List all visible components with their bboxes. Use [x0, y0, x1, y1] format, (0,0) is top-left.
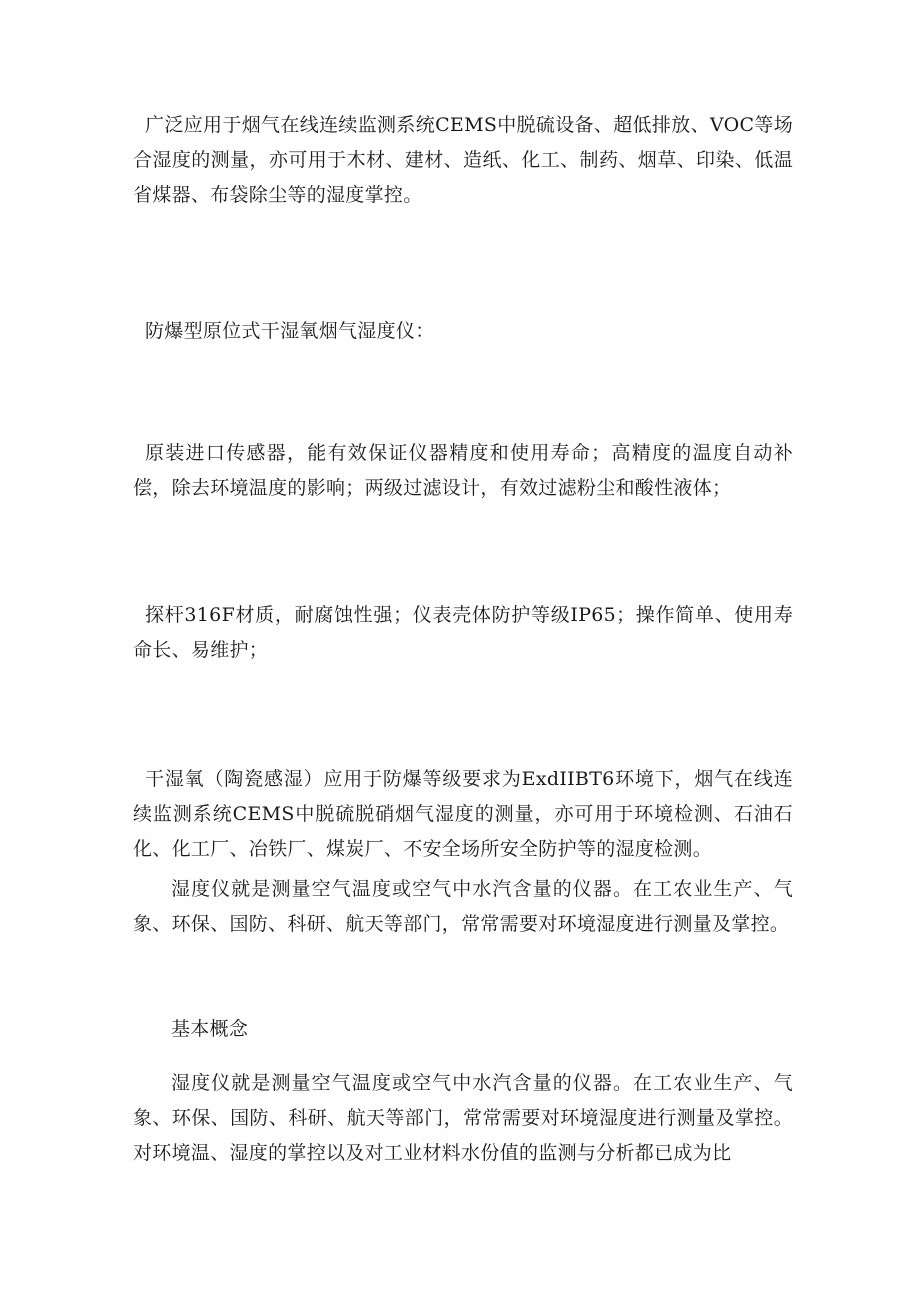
paragraph-product-title: 防爆型原位式干湿氧烟气湿度仪：	[145, 320, 435, 342]
paragraph-application: 广泛应用于烟气在线连续监测系统CEMS中脱硫设备、超低排放、VOC等场合湿度的测量，亦可用于木材、建材、造纸、化工、制药、烟草、印染、低温省煤器、布袋除尘等的湿度掌控。	[133, 114, 793, 206]
paragraph-explosion-proof-use: 干湿氧（陶瓷感湿）应用于防爆等级要求为ExdIIBT6环境下，烟气在线连续监测系统CEMS中脱硫脱硝烟气湿度的测量，亦可用于环境检测、石油石化、化工厂、冶铁厂、煤炭厂、不安全场所安全防护等的湿度检测。	[133, 768, 793, 860]
paragraph-probe-features: 探杆316F材质，耐腐蚀性强；仪表壳体防护等级IP65；操作简单、使用寿命长、易维护；	[133, 604, 793, 661]
paragraph-sensor-features: 原装进口传感器，能有效保证仪器精度和使用寿命；高精度的温度自动补偿，除去环境温度的影响；两级过滤设计，有效过滤粉尘和酸性液体；	[133, 442, 793, 499]
section-heading-basic-concept: 基本概念	[171, 1018, 249, 1040]
paragraph-definition: 湿度仪就是测量空气温度或空气中水汽含量的仪器。在工农业生产、气象、环保、国防、科研、航天等部门，常常需要对环境湿度进行测量及掌控。	[133, 878, 793, 935]
paragraph-basic-concept: 湿度仪就是测量空气温度或空气中水汽含量的仪器。在工农业生产、气象、环保、国防、科研、航天等部门，常常需要对环境湿度进行测量及掌控。对环境温、湿度的掌控以及对工业材料水份值的监测与分析都已成为比	[133, 1072, 793, 1164]
